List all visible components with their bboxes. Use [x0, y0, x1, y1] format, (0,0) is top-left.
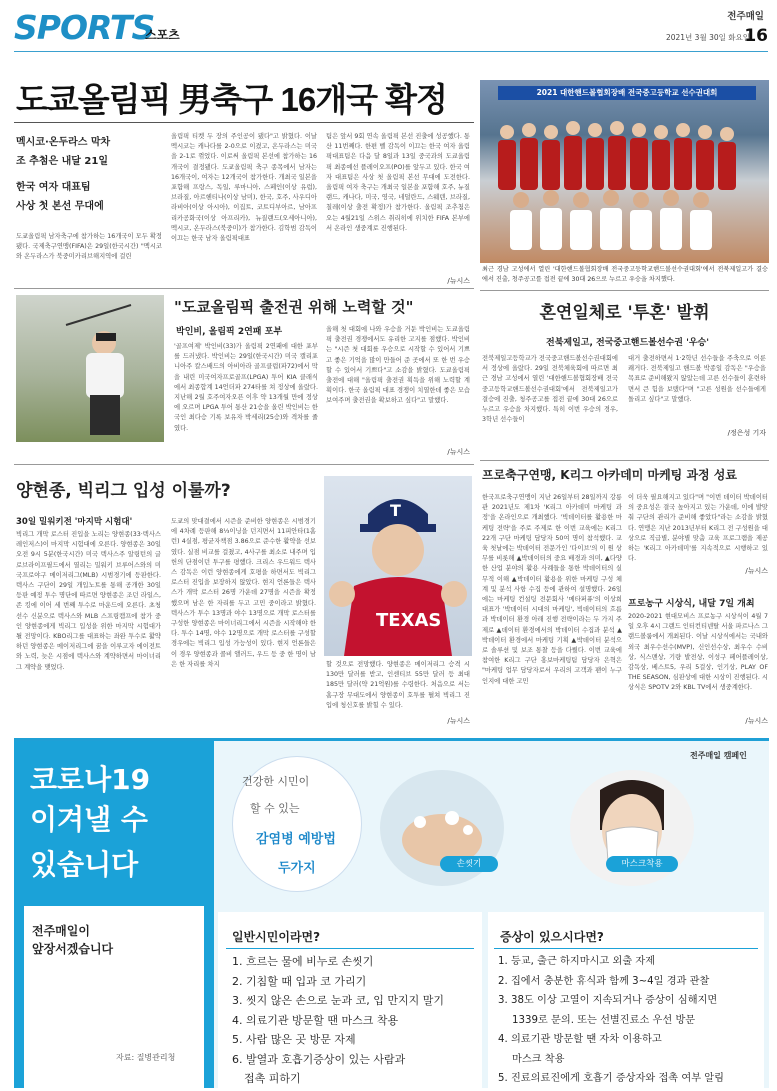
handball-byline: /정은성 기자 [727, 429, 766, 437]
mlb-title: 양현종, 빅리그 입성 이룰까? [16, 481, 231, 501]
citizens-item: 1. 흐르는 물에 비누로 손씻기 [232, 955, 374, 968]
symptoms-item: 1. 등교, 출근 하지마시고 외출 자제 [498, 956, 656, 967]
golf-title: "도쿄올림픽 출전권 위해 노력할 것" [174, 298, 414, 316]
golf-byline: /뉴시스 [447, 448, 470, 456]
symptoms-item: 2. 집에서 충분한 휴식과 함께 3~4일 경과 관찰 [498, 975, 710, 987]
citizens-item: 3. 씻지 않은 손으로 눈과 코, 입 만지지 말기 [232, 994, 444, 1007]
publication-date: 2021년 3월 30일 화요일 [665, 33, 750, 42]
citizens-list [232, 952, 482, 1089]
handwash-tag: 손씻기 [440, 856, 498, 872]
section-label: 스포츠 [145, 28, 180, 42]
golfer-illustration [16, 295, 164, 442]
handball-title: 혼연일체로 '투혼' 발휘 [539, 303, 710, 323]
handball-subtitle: 전북제일고, 전국중고핸드볼선수권 '우승' [546, 338, 709, 348]
kleague-title: 프로축구연맹, K리그 아카데미 마케팅 과정 성료 [482, 468, 737, 482]
citizens-item: 5. 사람 많은 곳 방문 자제 [232, 1033, 356, 1046]
symptoms-divider [494, 948, 758, 949]
symptoms-item: 5. 진료의료진에게 호흡기 증상자와 접촉 여부 알림 [498, 1073, 724, 1084]
kbl-brief-byline: /뉴시스 [745, 717, 768, 725]
kbl-brief-title: 프로농구 시상식, 내달 7일 개최 [628, 599, 755, 609]
kbl-brief-body: 2020-2021 현대모비스 프로농구 시상식이 4월 7일 오후 4시 그랜드 인터컨티넨탈 서울 파르나스 그랜드볼룸에서 개최된다. 이날 시상식에서는 국내와 외국 최우수선수(MVP), 신인선수상, 최우수 수비상, 식스맨상, 기량 발전상, 이성구 페어플레이상, 감독상, 베스트5, 우리 5걸상, 인기상, PLAY OF THE SEASON, 심판상에 대한 시상이 진행된다. 시상식은 SPOTV 2와 KBL TV에서 생중계한다. [628, 613, 768, 692]
mlb-body-col1: 빅리그 개막 로스터 진입을 노리는 양현종(33·텍사스 레인저스)이 마지막 시험대에 오른다. 양현종은 30일 오전 9시 5분(한국시간) 미국 텍사스주 알링턴의 글로브라이프필드에서 열리는 밀워키 브루어스와의 미국프로야구 메이저리그(MLB) 시범경기에 등판한다. 텍사스 구단이 29일 개입노트를 통해 공개한 30일 등판 예정 투수 명단에 따르면 양현종은 조던 라일스, 존 킹에 이어 세 번째 투수로 마운드에 오른다. 초청 선수 신분으로 텍사스와 MLB 스프링캠프에 참가 중인 양현종에게 빅리그 입성을 위한 마지막 시험대가 될 전망이다. KBO리그를 대표하는 좌완 투수로 활약하던 양현종은 메이저리그에 꿈을 이루고자 에이전트와 노력, 늦은 시점에 텍사스와 계약하면서 마이너리그 계약을 맺었다. [16, 531, 161, 671]
golf-body-col1: '골프여제' 박인비(33)가 올림픽 2연패에 대한 포부를 드러냈다. 박인비는 29일(한국시간) 미국 캘리포니아주 칼스배드의 아비아라 골프클럽(파72)에서 막을 내린 미국여자프로골프(LPGA) 투어 KIA 클래식에서 최종합계 14언더파 274타를 쳐 정상에 올랐다. 지난해 2월 호주여자오픈 이후 약 13개월 만에 정상에 오르며 LPGA 투어 통산 21승을 올린 박인비는 한국인 최다승 기록 보유자 박세리(25승)와 격차를 줄였다. [174, 343, 318, 432]
mask-tag: 마스크착용 [606, 856, 678, 872]
ad-sponsor-line1: 전주매일이 [32, 924, 90, 938]
symptoms-title: 증상이 있으시다면? [500, 930, 604, 944]
ad-title-line3: 있습니다 [30, 848, 139, 881]
mlb-subtitle: 30일 밀워키전 '마지막 시험대' [16, 517, 133, 527]
golfer-photo [16, 295, 164, 442]
symptoms-list [498, 952, 766, 1089]
handball-body-col1: 전북제일고등학교가 전국중고핸드볼선수권대회에서 정상에 올랐다. 29일 전북체육회에 따르면 최근 경남 고성에서 열린 '대한핸드볼협회장배 전국중고등학교핸드볼선수권대회'에서 전북제일고가 결승에 진출, 청주공고를 접전 끝에 30대 26으로 누르고 우승을 차지했다. 특히 이번 우승의 경우, 3학년 선수들이 [482, 355, 618, 424]
mlb-byline: /뉴시스 [447, 717, 470, 725]
ad-bubble-line2: 할 수 있는 [250, 802, 300, 815]
lead-headline: 도쿄올림픽 男축구 16개국 확정 [16, 81, 447, 118]
pitcher-illustration [324, 476, 472, 656]
citizens-item: 4. 의료기관 방문할 땐 마스크 착용 [232, 1013, 399, 1027]
golf-body-col2: 올해 첫 대회에 나와 우승을 거둔 박인비는 도쿄올림픽 출전권 경쟁에서도 유리한 고지를 점했다. 박인비는 "시즌 첫 대회를 우승으로 시작할 수 있어서 기쁘고 좋은 기억을 많이 만들어 준 곳에서 또 한 번 우승할 수 있어서 기쁘다"고 소감을 밝혔다. 도쿄올림픽 출전에 대해 "올림픽 출전권 획득을 위해 노력할 계획이다. 한국 올림픽 대표 경쟁이 치열한데 좋은 모습 보여주며 출전권을 확보하고 싶다"고 말했다. [326, 326, 470, 405]
citizens-divider [226, 948, 474, 949]
citizens-item: 6. 발열과 호흡기증상이 있는 사람과 [232, 1052, 406, 1066]
handball-team-photo [480, 80, 769, 263]
team-figures-illustration [480, 100, 769, 263]
ad-bubble-line4: 두가지 [278, 861, 316, 876]
svg-text:T: T [390, 501, 401, 520]
handball-caption: 최근 경남 고성에서 열린 '대한핸드볼협회장배 전국중고등학교핸드볼선수권대회'에서 전북제일고가 결승에서 진출, 청주공고를 접전 끝에 30대 26으로 누르고 우승을 차지했다. [482, 266, 768, 283]
lead-subhead-4: 사상 첫 본선 무대에 [16, 201, 104, 212]
lead-byline: /뉴시스 [447, 277, 470, 285]
citizens-title: 일반시민이라면? [232, 930, 321, 944]
section-logo: SPORTS [14, 8, 155, 47]
symptoms-item: 1339로 문의. 또는 선별진료소 우선 방문 [512, 1014, 696, 1026]
svg-text:TEXAS: TEXAS [376, 610, 442, 631]
ad-bubble-line3: 감염병 예방법 [256, 832, 336, 847]
page-number: 16 [744, 26, 768, 46]
lead-body-col2: 올림픽 티켓 두 장의 주인공이 됐다"고 밝혔다. 이날 멕시코는 캐나다를 2-0으로 이겼고, 온두라스는 미국을 2-1로 꺾었다. 이로써 올림픽 본선에 참가하는 16개국이 결정됐다. 도쿄올림픽 축구 종목에서 남자는 16개국이, 여자는 12개국이 참가한다. 개최국 일본을 포함해 프랑스, 독일, 루마니아, 스페인(이상 유럽), 브라질, 아르헨티나(이상 남미), 한국, 호주, 사우디아라비아(이상 아시아), 이집트, 코트디부아르, 남아프리카공화국(이상 아프리카), 뉴질랜드(오세아니아), 멕시코, 온두라스(북중미)가 참가한다. 김학범 감독이 이끄는 한국 남자 올림픽대표 [171, 133, 317, 243]
golf-subtitle: 박인비, 올림픽 2연패 포부 [176, 327, 283, 337]
mlb-body-col2: 도쿄의 맞대결에서 시즌을 준비한 양현종은 시범경기에 4차례 등판해 8⅓이닝을 던지면서 11피안타(1홈런) 4실점, 평균자책점 3.86으로 준수한 활약을 선보였다. 실점 비교를 걸쳤고, 4사구를 최소로 내주며 입헌의 단점이던 투구를 평했다. 크리스 우드워드 텍사스 감독은 이런 양현종에게 호평을 하면서도 빅리그 로스터 진입을 보장하지 않았다. 현지 언론들은 텍사스가 개막 로스터 26명 가운데 27명을 시즌을 확정했으며 남은 한 자리를 두고 고민 중이라고 밝혔다. 텍사스가 투수 13명과 야수 13명으로 개막 로스터를 구성한 양현종은 마이너리그에서 시즌을 시작해야 한다. 투수 14명, 야수 12명으로 개막 로스터를 구성할 경우에는 빅리그 입성 가능성이 있다. 현지 언론들은 이 경우 양현종과 콜비 앨러드, 우드 등 중 한 명이 남은 한 자리를 차지 [171, 518, 316, 668]
lead-subhead-2: 조 추첨은 내달 21일 [16, 156, 108, 167]
lead-subhead-1: 멕시코·온두라스 막차 [16, 137, 111, 148]
symptoms-item: 마스크 착용 [512, 1053, 565, 1065]
ad-sponsor-line2: 앞장서겠습니다 [32, 942, 114, 956]
ad-campaign-label: 전주매일 캠페인 [690, 751, 747, 760]
handball-body-col2: 대거 출전하면서 1·2학년 선수들을 주축으로 이룬 쾌거다. 전북제일고 핸드볼 박종일 감독은 "우승을 목표로 준비해왔지 않았는데 고른 선수들이 훈련하면서 큰 힘을 보탰다"며 "고른 성원을 선수들에게 돌리고 싶다"고 말했다. [628, 355, 766, 403]
symptoms-item: 3. 38도 이상 고열이 지속되거나 증상이 심해지면 [498, 995, 718, 1006]
pitcher-photo [324, 476, 472, 656]
kleague-byline: /뉴시스 [745, 567, 768, 575]
ad-title-line1: 코로나19 [30, 763, 151, 796]
ad-source: 자료: 질병관리청 [116, 1053, 176, 1062]
symptoms-item: 4. 의료기관 방문할 땐 자차 이용하고 [498, 1034, 662, 1045]
kleague-body-col2: 이 더욱 필요해지고 있다"며 "이번 데이터 박데이터의 중요성은 결국 높아지고 있는 가운데, 이에 발맞춰 구단의 관리가 준비해 좋았다"라는 소감을 밝혔다. 연맹은 지난 2013년부터 K리그 전 구성원을 대상으로 직급별, 분야별 맞춤 교육 프로그램을 제공하는 'K리그 아카데미'를 지속적으로 시행하고 있다. [628, 494, 768, 563]
lead-subhead-3: 한국 여자 대표팀 [16, 182, 91, 193]
citizens-item: 접촉 피하기 [244, 1072, 301, 1085]
mlb-body-col3: 할 것으로 전망했다. 양현종은 메이저리그 승격 시 130만 달러를 받고, 인센티브 55만 달러 등 최대 185만 달러(약 21억원)를 수령한다. 처음으로 서는 홈구장 무대도에서 양현종이 호투를 펼쳐 빅리그 진입에 청신호를 밝힐 수 있다. [326, 661, 470, 709]
paper-name: 전주매일 [727, 11, 764, 22]
kleague-body-col1: 한국프로축구연맹이 지난 26일부터 28일까지 강릉관 2021년도 제1차 'K리그 아카데미 마케팅 과정'을 온라인으로 개최했다. '빅데이터를 활용한 마케팅 전략'을 주로 주제로 한 이번 교육에는 K리그 22개 구단 마케팅 담당자 50여 명이 참석했다. 교육 첫날에는 박데이터 전문가인 '다이브'의 이 원 상무를 비롯해 ▲박데이터의 중요 배경과 의미, ▲다양한 산업 분야의 활용 사례들을 통한 박데이터의 실무적 이해 ▲박데이터 활용을 위한 마케팅 구성 체계 및 분석 사항 수집 등에 관하여 설명했다. 26일에는 마케팅 컨설팅 전문회사 '메타퍼퓨'의 이상희 대표가 '박데이터 시대의 마케팅', 빅데이터의 흐름과 박데이터 환경 아래 진행 전략이라는 두 가지 주제로 ▲데이터 환경에서의 박데이터 수집과 분석 ▲박데이터 환경에서 마케팅 기획 ▲박데이터 분석으로 솔루션 및 보조 통찰 등을 다뤘다. 이번 교육에 참여한 K리그 구단 홍보마케팅팀 담당자 은혁은 "마케팅 업무 담당자로서 우리의 고객과 팬이 누구인지에 대한 고민 [482, 494, 622, 685]
ad-title-line2: 이겨낼 수 [30, 803, 148, 836]
citizens-item: 2. 기침할 때 입과 코 가리기 [232, 974, 367, 988]
lead-body-col3: 팀은 앞서 9회 연속 올림픽 본선 진출에 성공했다. 통산 11번째다. 한편 벨 감독이 이끄는 한국 여자 올림픽대표팀은 다음 달 8일과 13일 중국과의 도쿄올림픽 최종예선 플레이오프(PO)를 앞두고 있다. 한국 여자 대표팀은 사상 첫 올림픽 본선 무대에 도전한다. 올림픽 여자 축구는 개최국 일본을 포함해 호주, 뉴질랜드, 캐나다, 미국, 영국, 네덜란드, 스웨덴, 브라질, 칠레(이상 출전 확정)가 참가한다. 올림픽 조추첨은 오는 4월21일 스위스 취리히에 위치한 FIFA 본부에서 온라인 생중계로 진행된다. [326, 133, 470, 232]
page-header [14, 6, 768, 52]
lead-body-col1: 도쿄올림픽 남자축구에 참가하는 16개국이 모두 확정됐다. 국제축구연맹(FIFA)은 29일(한국시간) "멕시코와 온두라스가 북중미카리브해지역에 걸린 [16, 233, 162, 261]
ad-bubble-line1: 건강한 시민이 [242, 775, 310, 788]
handball-banner: 2021 대한핸드볼협회장배 전국중고등학교 선수권대회 [498, 86, 756, 100]
